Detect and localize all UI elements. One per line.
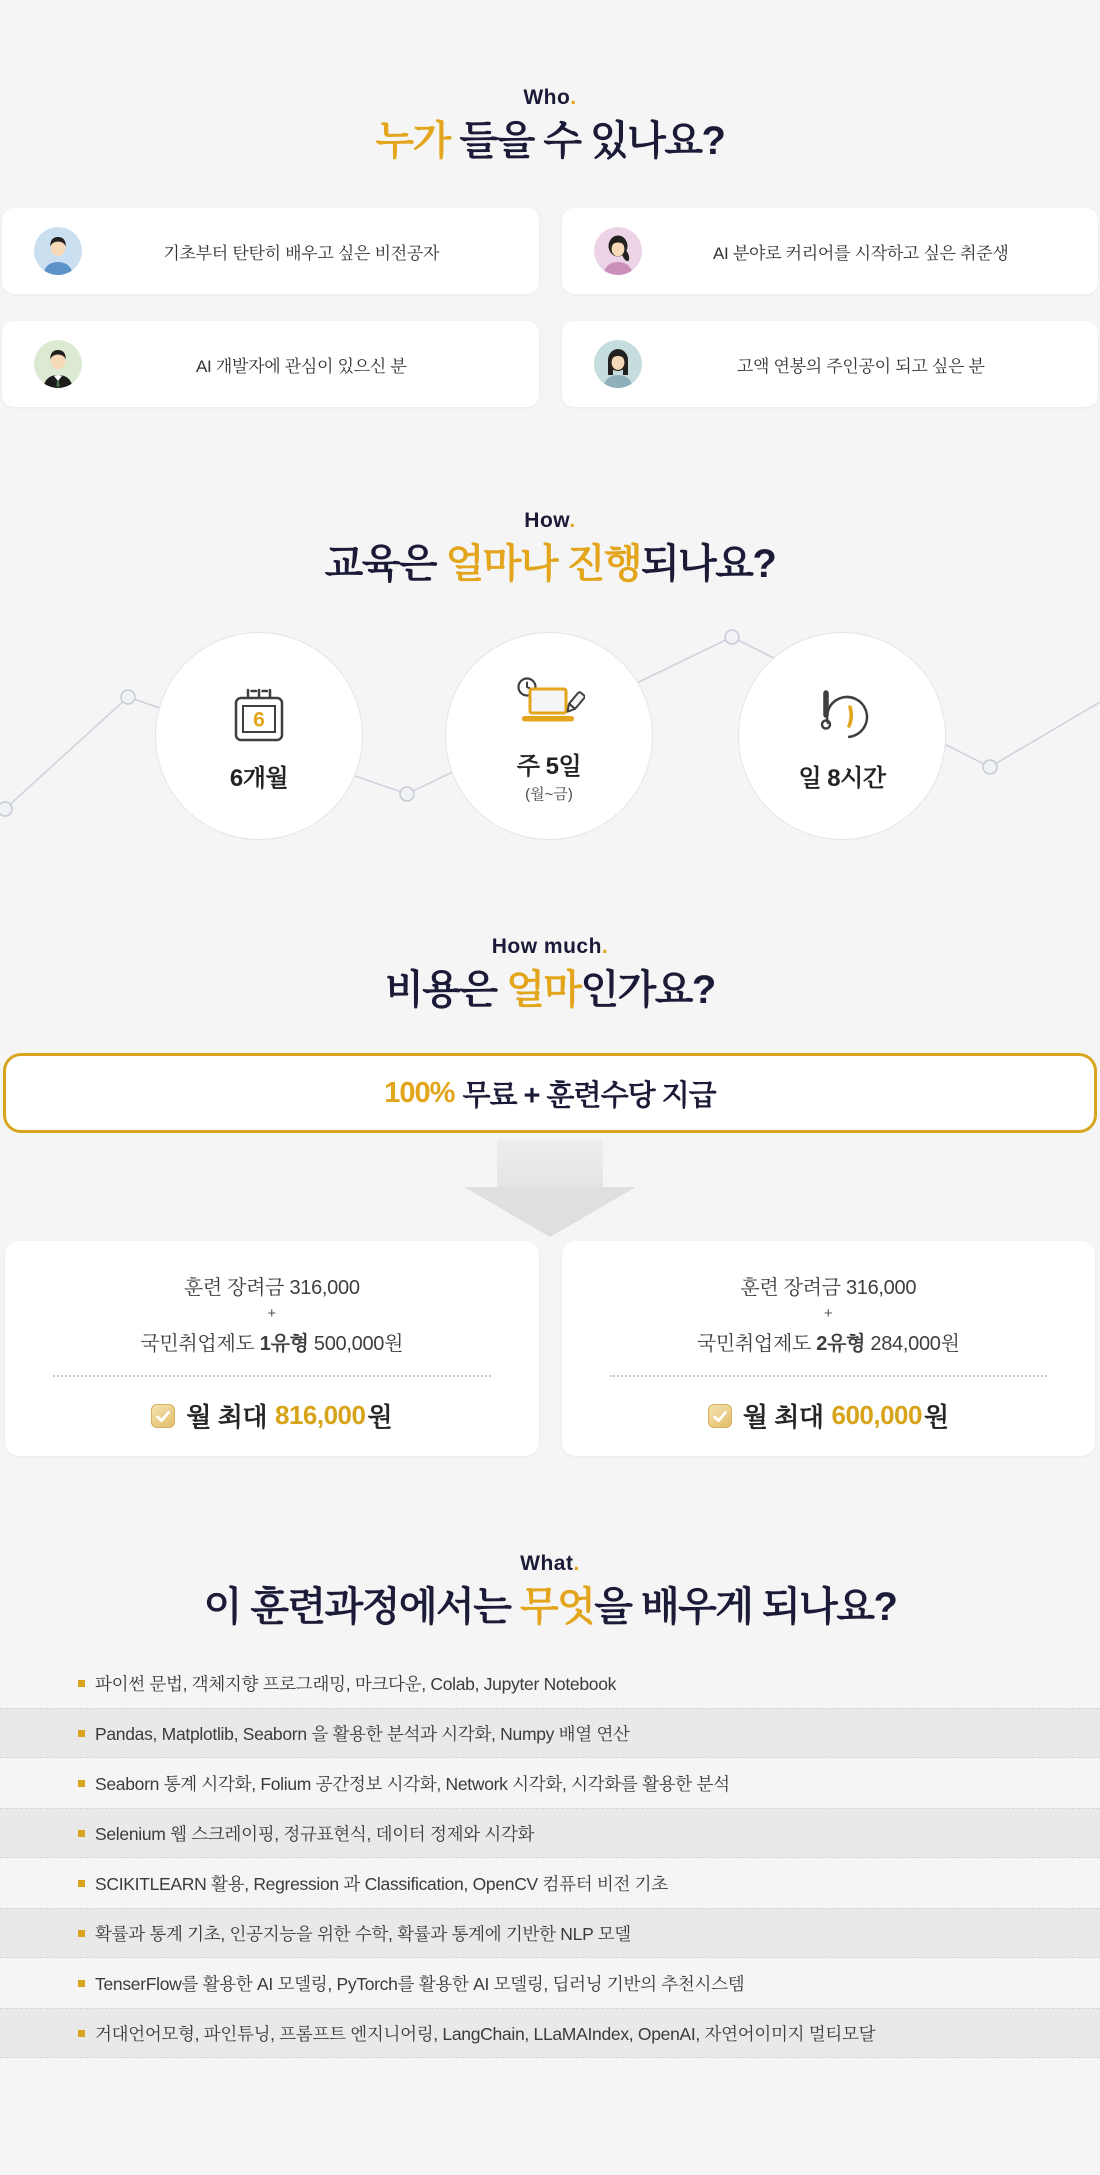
alarm-clock-icon	[811, 680, 873, 752]
check-icon	[151, 1404, 175, 1428]
who-card-text: AI 개발자에 관심이 있으신 분	[196, 356, 407, 376]
bullet-icon	[78, 1780, 85, 1787]
man-suit-avatar	[34, 340, 82, 388]
total-suffix: 원	[923, 1402, 949, 1432]
bullet-icon	[78, 1680, 85, 1687]
who-card-3	[2, 321, 539, 407]
plus-sign: +	[823, 1305, 833, 1322]
how-much-label: How much.	[491, 935, 609, 958]
benefit-card-type2	[562, 1241, 1096, 1456]
who-cards-grid	[2, 208, 1098, 407]
circle-days-per-week	[445, 632, 653, 840]
section-how-much	[0, 935, 1100, 1456]
curriculum-list	[0, 1658, 1100, 2058]
circle-duration-months	[155, 632, 363, 840]
monthly-total	[562, 1397, 1096, 1434]
total-label: 월 최대	[186, 1402, 267, 1432]
benefit-cards	[5, 1241, 1095, 1456]
circle-sublabel: (월~금)	[525, 786, 573, 803]
list-item: 거대언어모형, 파인튜닝, 프롬프트 엔지니어링, LangChain, LLaMAIndex, OpenAI, 자연어이미지 멀티모달	[0, 2008, 1100, 2058]
list-item: Selenium 웹 스크레이핑, 정규표현식, 데이터 정제와 시각화	[0, 1808, 1100, 1858]
who-card-1	[2, 208, 539, 294]
list-item: 파이썬 문법, 객체지향 프로그래밍, 마크다운, Colab, Jupyter Notebook	[0, 1658, 1100, 1708]
circle-label: 6개월	[229, 764, 289, 792]
list-item: Pandas, Matplotlib, Seaborn 을 활용한 분석과 시각화, Numpy 배열 연산	[0, 1708, 1100, 1758]
circle-label: 주 5일	[516, 753, 582, 780]
bullet-icon	[78, 1730, 85, 1737]
list-item: SCIKITLEARN 활용, Regression 과 Classification, OpenCV 컴퓨터 비전 기초	[0, 1858, 1100, 1908]
banner-highlight: 100%	[384, 1076, 455, 1109]
what-title: 이 훈련과정에서는 무엇을 배우게 되나요?	[203, 1585, 897, 1629]
who-card-4	[562, 321, 1099, 407]
calendar-icon	[228, 680, 290, 752]
plus-sign: +	[267, 1305, 277, 1322]
svg-text:6: 6	[253, 708, 265, 731]
total-amount: 600,000	[831, 1400, 922, 1430]
what-label: What.	[520, 1552, 580, 1575]
total-label: 월 최대	[742, 1402, 824, 1432]
dotted-divider	[610, 1375, 1048, 1377]
section-what	[0, 1552, 1100, 2058]
how-title: 교육은 얼마나 진행되나요?	[324, 542, 776, 586]
woman-teal-avatar	[594, 340, 642, 388]
bullet-icon	[78, 1930, 85, 1937]
how-much-title: 비용은 얼마인가요?	[385, 968, 715, 1012]
bullet-icon	[78, 2030, 85, 2037]
benefit-line1: 훈련 장려금 316,000	[740, 1277, 917, 1299]
label-dot: .	[573, 1552, 580, 1575]
how-label: How.	[524, 509, 576, 532]
dotted-divider	[53, 1375, 491, 1377]
bullet-icon	[78, 1980, 85, 1987]
bullet-icon	[78, 1830, 85, 1837]
who-card-text: AI 분야로 커리어를 시작하고 싶은 취준생	[712, 243, 1009, 263]
circle-hours-per-day	[738, 632, 946, 840]
man-blue-avatar	[34, 227, 82, 275]
woman-pink-avatar	[594, 227, 642, 275]
label-dot: .	[570, 86, 577, 109]
who-card-2	[562, 208, 1099, 294]
section-who	[0, 0, 1100, 407]
section-how	[0, 509, 1100, 857]
list-item: TenserFlow를 활용한 AI 모델링, PyTorch를 활용한 AI 모델링, 딥러닝 기반의 추천시스템	[0, 1958, 1100, 2008]
benefit-line2: 국민취업제도 2유형 284,000원	[696, 1333, 960, 1355]
who-title: 누가 들을 수 있나요?	[375, 119, 725, 163]
down-arrow-icon	[0, 1139, 1100, 1237]
laptop-clock-icon	[513, 668, 585, 740]
label-dot: .	[601, 935, 609, 958]
who-card-text: 기초부터 탄탄히 배우고 싶은 비전공자	[163, 243, 440, 263]
banner-text: 무료 + 훈련수당 지급	[462, 1079, 716, 1112]
duration-circles	[0, 622, 1100, 857]
free-tuition-banner	[3, 1053, 1097, 1133]
circle-label: 일 8시간	[798, 764, 886, 792]
list-item: Seaborn 통계 시각화, Folium 공간정보 시각화, Network 시각화, 시각화를 활용한 분석	[0, 1758, 1100, 1808]
benefit-line2: 국민취업제도 1유형 500,000원	[140, 1333, 404, 1355]
who-label: Who.	[523, 86, 577, 109]
total-suffix: 원	[367, 1402, 393, 1432]
benefit-card-type1	[5, 1241, 539, 1456]
bullet-icon	[78, 1880, 85, 1887]
label-dot: .	[569, 509, 576, 532]
total-amount: 816,000	[274, 1400, 366, 1430]
benefit-line1: 훈련 장려금 316,000	[183, 1277, 360, 1299]
list-item: 확률과 통계 기초, 인공지능을 위한 수학, 확률과 통계에 기반한 NLP 모델	[0, 1908, 1100, 1958]
check-icon	[708, 1404, 732, 1428]
monthly-total	[5, 1397, 539, 1434]
who-card-text: 고액 연봉의 주인공이 되고 싶은 분	[736, 356, 985, 376]
